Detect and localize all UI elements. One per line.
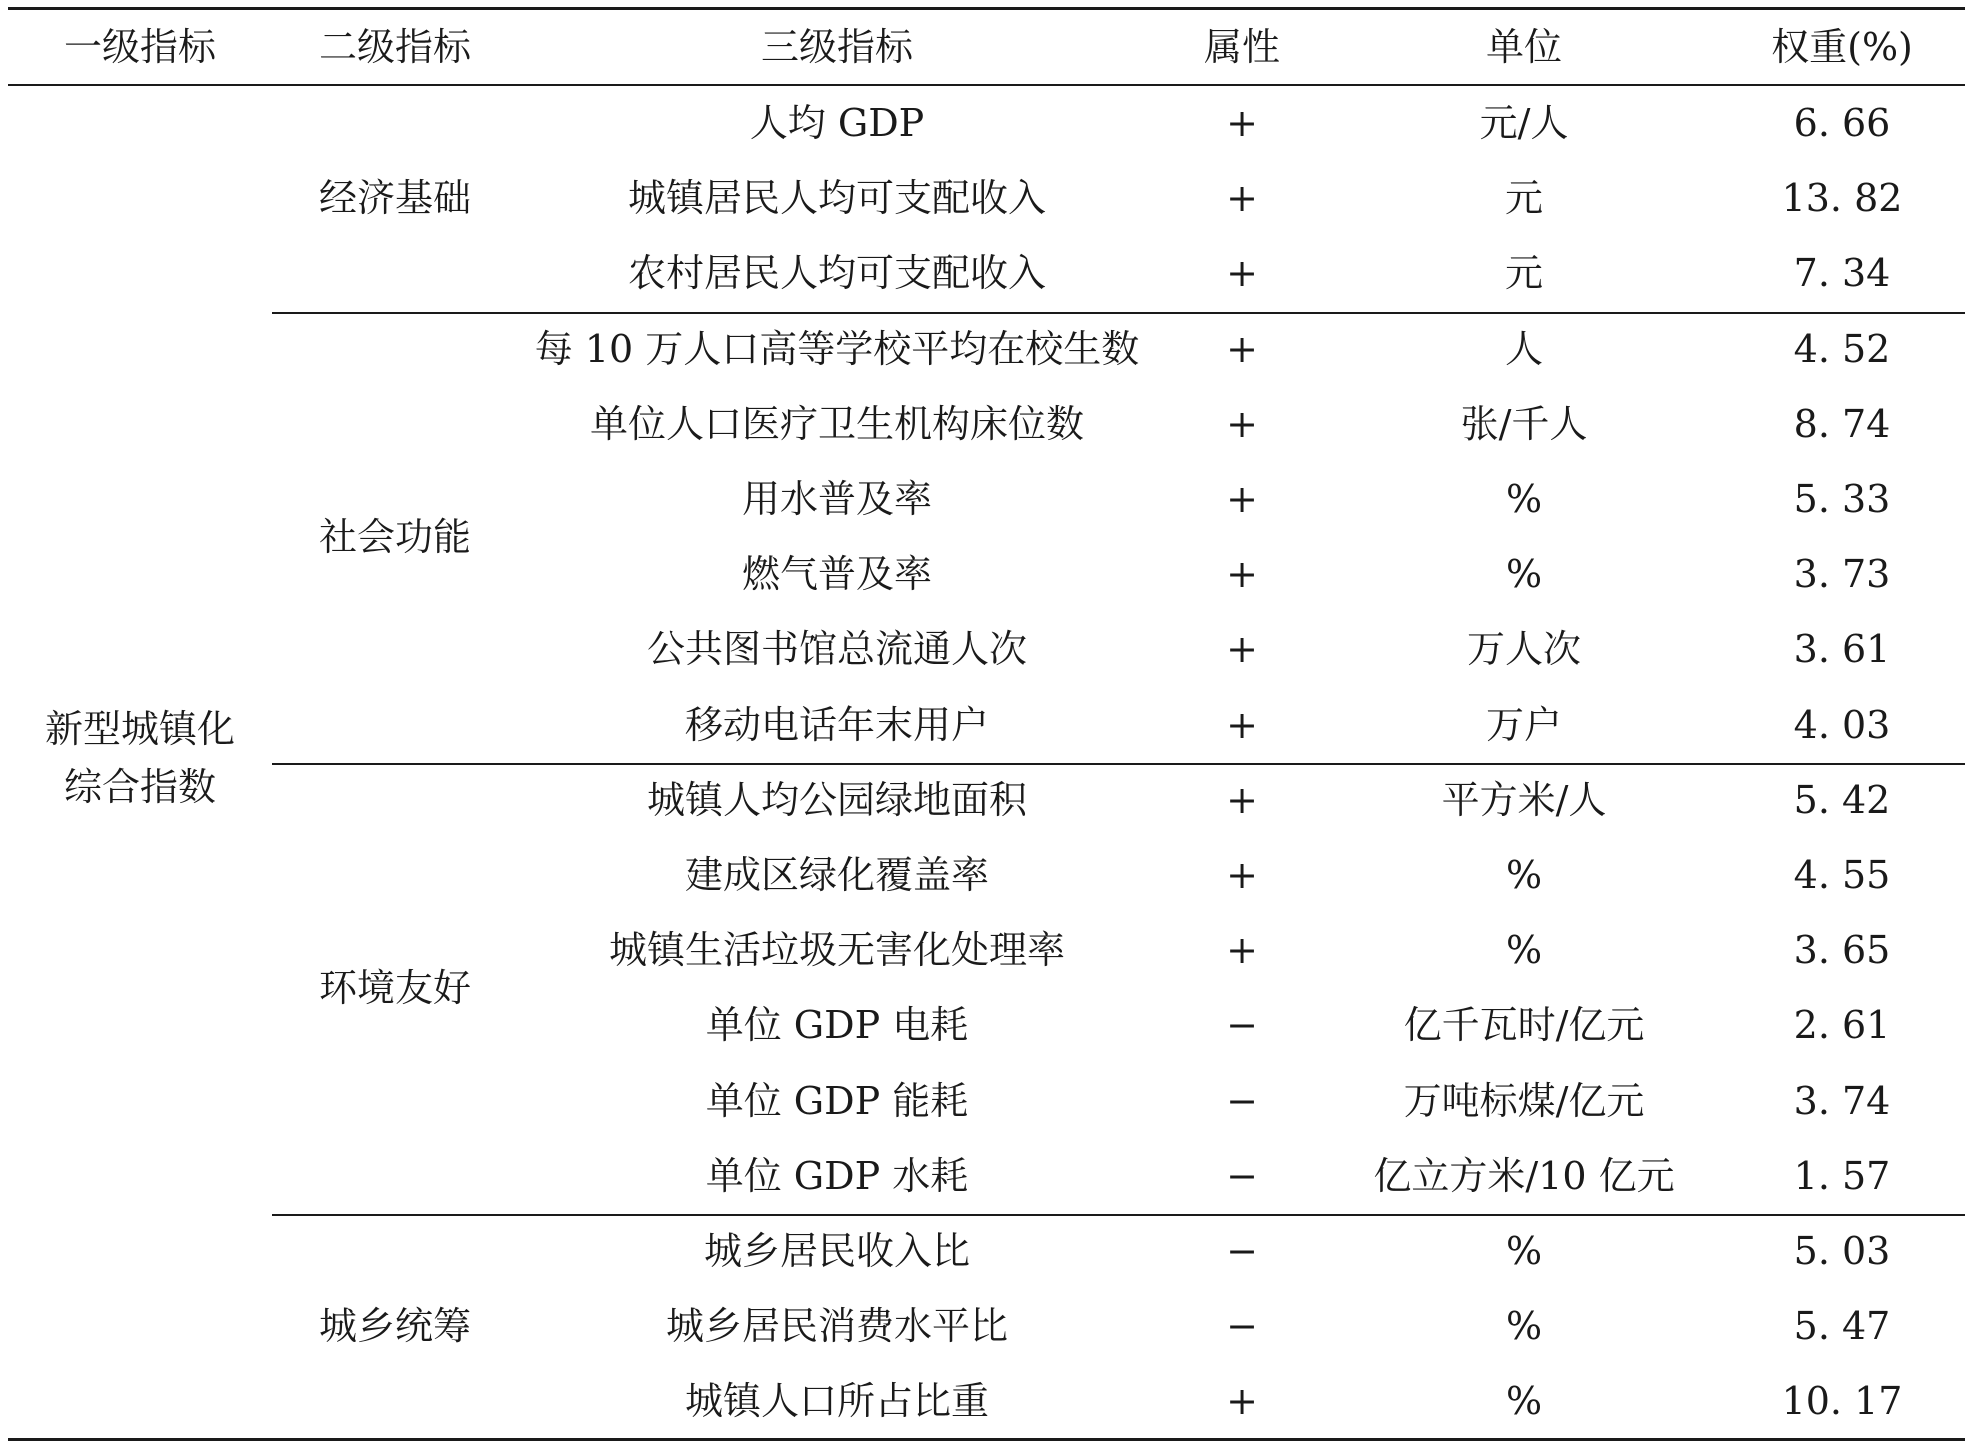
attribute-cell: + <box>1226 703 1258 747</box>
weight-cell: 7. 34 <box>1793 251 1891 295</box>
header-rule <box>8 84 1965 86</box>
group-label: 经济基础 <box>318 176 472 220</box>
header-level3: 三级指标 <box>760 25 914 69</box>
unit-cell: 万户 <box>1485 703 1563 747</box>
unit-cell: 亿立方米/10 亿元 <box>1373 1154 1675 1198</box>
unit-cell: % <box>1505 552 1543 596</box>
attribute-cell: + <box>1226 627 1258 671</box>
indicator-cell: 城乡居民收入比 <box>703 1229 971 1273</box>
indicator-cell: 移动电话年末用户 <box>684 703 990 747</box>
header-weight: 权重(%) <box>1771 25 1913 69</box>
indicator-cell: 农村居民人均可支配收入 <box>627 251 1047 295</box>
attribute-cell: − <box>1226 1304 1258 1348</box>
attribute-cell: + <box>1226 928 1258 972</box>
attribute-cell: − <box>1226 1154 1258 1198</box>
unit-cell: % <box>1505 1229 1543 1273</box>
unit-cell: 人 <box>1504 327 1544 371</box>
group-label: 社会功能 <box>318 515 472 559</box>
indicator-cell: 城乡居民消费水平比 <box>665 1304 1009 1348</box>
attribute-cell: − <box>1226 1079 1258 1123</box>
header-level2: 二级指标 <box>318 25 472 69</box>
indicator-cell: 人均 GDP <box>749 101 925 145</box>
weight-cell: 4. 03 <box>1793 703 1891 747</box>
attribute-cell: − <box>1226 1229 1258 1273</box>
indicator-cell: 单位 GDP 电耗 <box>705 1003 969 1047</box>
top-rule <box>8 7 1965 10</box>
header-level1: 一级指标 <box>63 25 217 69</box>
weight-cell: 5. 42 <box>1793 778 1891 822</box>
unit-cell: 平方米/人 <box>1441 778 1607 822</box>
header-attribute: 属性 <box>1203 25 1281 69</box>
unit-cell: 万吨标煤/亿元 <box>1403 1079 1645 1123</box>
unit-cell: 万人次 <box>1466 627 1582 671</box>
weight-cell: 1. 57 <box>1793 1154 1891 1198</box>
weight-cell: 10. 17 <box>1781 1379 1903 1423</box>
weight-cell: 2. 61 <box>1793 1003 1891 1047</box>
group-rule <box>272 763 1965 765</box>
unit-cell: % <box>1505 477 1543 521</box>
attribute-cell: + <box>1226 251 1258 295</box>
attribute-cell: + <box>1226 552 1258 596</box>
group-rule <box>272 1214 1965 1216</box>
indicator-cell: 城镇居民人均可支配收入 <box>627 176 1047 220</box>
unit-cell: % <box>1505 1379 1543 1423</box>
unit-cell: 元 <box>1504 176 1544 220</box>
weight-cell: 3. 73 <box>1793 552 1891 596</box>
group-label: 环境友好 <box>318 966 472 1010</box>
unit-cell: % <box>1505 928 1543 972</box>
unit-cell: 亿千瓦时/亿元 <box>1403 1003 1645 1047</box>
weight-cell: 5. 33 <box>1793 477 1891 521</box>
level1-line-1: 新型城镇化 <box>44 707 236 751</box>
indicator-cell: 公共图书馆总流通人次 <box>646 627 1028 671</box>
weight-cell: 5. 47 <box>1793 1304 1891 1348</box>
unit-cell: 元/人 <box>1479 101 1569 145</box>
header-unit: 单位 <box>1485 25 1563 69</box>
indicator-cell: 建成区绿化覆盖率 <box>684 853 990 897</box>
attribute-cell: − <box>1226 1003 1258 1047</box>
weight-cell: 4. 52 <box>1793 327 1891 371</box>
indicator-cell: 城镇人口所占比重 <box>684 1379 990 1423</box>
weight-cell: 4. 55 <box>1793 853 1891 897</box>
weight-cell: 13. 82 <box>1781 176 1903 220</box>
level1-line-2: 综合指数 <box>63 765 217 809</box>
unit-cell: % <box>1505 853 1543 897</box>
group-label: 城乡统筹 <box>318 1304 472 1348</box>
indicator-cell: 每 10 万人口高等学校平均在校生数 <box>534 327 1140 371</box>
unit-cell: 元 <box>1504 251 1544 295</box>
attribute-cell: + <box>1226 101 1258 145</box>
indicator-cell: 用水普及率 <box>741 477 933 521</box>
attribute-cell: + <box>1226 477 1258 521</box>
indicator-cell: 燃气普及率 <box>741 552 933 596</box>
weight-cell: 3. 74 <box>1793 1079 1891 1123</box>
attribute-cell: + <box>1226 402 1258 446</box>
weight-cell: 3. 65 <box>1793 928 1891 972</box>
attribute-cell: + <box>1226 176 1258 220</box>
unit-cell: 张/千人 <box>1460 402 1588 446</box>
attribute-cell: + <box>1226 327 1258 371</box>
indicator-cell: 单位 GDP 水耗 <box>705 1154 969 1198</box>
level1-label <box>45 700 235 816</box>
attribute-cell: + <box>1226 853 1258 897</box>
indicator-cell: 城镇生活垃圾无害化处理率 <box>608 928 1066 972</box>
attribute-cell: + <box>1226 1379 1258 1423</box>
indicator-cell: 单位人口医疗卫生机构床位数 <box>589 402 1085 446</box>
weight-cell: 5. 03 <box>1793 1229 1891 1273</box>
weight-cell: 8. 74 <box>1793 402 1891 446</box>
weight-cell: 3. 61 <box>1793 627 1891 671</box>
weight-cell: 6. 66 <box>1793 101 1891 145</box>
unit-cell: % <box>1505 1304 1543 1348</box>
attribute-cell: + <box>1226 778 1258 822</box>
indicator-cell: 单位 GDP 能耗 <box>705 1079 969 1123</box>
indicator-cell: 城镇人均公园绿地面积 <box>646 778 1028 822</box>
